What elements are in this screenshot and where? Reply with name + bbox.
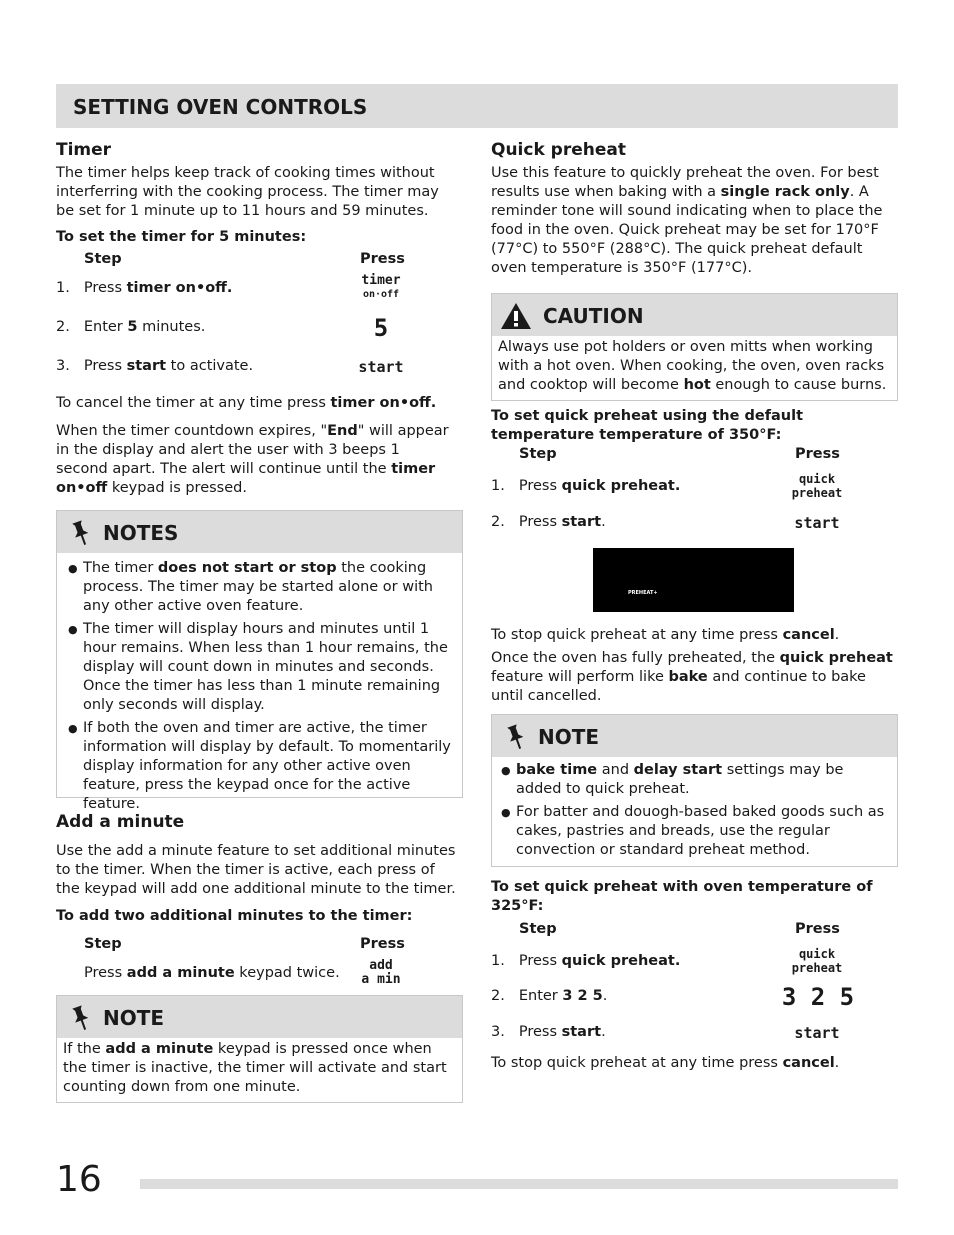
pushpin-icon <box>71 1004 93 1032</box>
text: To stop quick preheat at any time press <box>491 627 783 643</box>
section-title: SETTING OVEN CONTROLS <box>73 95 368 119</box>
bold-text: add a minute <box>105 1041 214 1057</box>
text: and <box>597 762 634 778</box>
caution-header <box>492 294 897 336</box>
default-preheat-step-1 <box>491 477 680 496</box>
bold-text: timer on•off <box>56 461 436 496</box>
notes-header <box>57 511 462 553</box>
temp-preheat-step-1 <box>491 952 680 971</box>
timer-step-2 <box>56 318 205 337</box>
step-text: Press <box>83 358 127 374</box>
notes-list <box>57 553 462 814</box>
note-box-right <box>491 714 898 867</box>
step-text: Press <box>518 953 562 969</box>
step-number: 1. <box>491 953 505 969</box>
key-5[interactable]: 5 <box>373 314 389 342</box>
step-number: 3. <box>56 358 70 374</box>
text: settings may be added to quick preheat. <box>516 762 844 797</box>
step-text-end: minutes. <box>137 319 206 335</box>
once-preheated-text <box>491 649 895 706</box>
add-minute-heading: Add a minute <box>56 812 185 832</box>
text: feature will perform like <box>491 669 669 685</box>
start-key[interactable]: start <box>794 514 840 532</box>
list-item <box>63 559 452 616</box>
step-text: Press <box>83 280 127 296</box>
note-title: NOTE <box>103 1006 165 1030</box>
step-text: Press <box>518 1024 562 1040</box>
text: If the <box>63 1041 106 1057</box>
step-text: Enter <box>83 319 128 335</box>
note-list <box>492 757 897 860</box>
key-label: timer <box>361 273 401 288</box>
list-item <box>496 803 887 860</box>
bold-text: End <box>327 423 358 439</box>
text: . <box>834 1055 840 1071</box>
step-bold: start <box>126 358 167 374</box>
step-text: Enter <box>518 988 563 1004</box>
step-text-end: . <box>602 988 608 1004</box>
list-item <box>63 620 452 715</box>
section-header <box>56 84 898 128</box>
add-minute-intro: Use the add a minute feature to set additional minutes to the timer. When the timer is active, each press of the keypad will add one additional minute to the timer. <box>56 843 456 897</box>
default-preheat-heading: To set quick preheat using the default temperature temperature of 350°F: <box>491 408 804 443</box>
bold-text: timer on•off. <box>330 395 437 411</box>
bold-text: quick preheat <box>779 650 893 666</box>
timer-heading: Timer <box>56 140 112 160</box>
bold-text: add a minute <box>126 965 235 981</box>
step-bold: timer on•off. <box>126 280 233 296</box>
bold-text: cancel <box>782 627 835 643</box>
caution-box <box>491 293 898 401</box>
key-sublabel: on·off <box>362 289 400 300</box>
add-minute-step <box>84 964 340 983</box>
text: Once the oven has fully preheated, the <box>491 650 780 666</box>
text: The timer <box>83 560 158 576</box>
timer-intro: The timer helps keep track of cooking times without interferring with the cooking process. The timer may be set for 1 minute up to 11 hours and 59 minutes. <box>56 165 439 219</box>
text: keypad twice. <box>234 965 340 981</box>
bold-text: single rack only <box>720 184 850 200</box>
timer-col-press: Press <box>360 251 405 267</box>
key-label: quick <box>798 947 836 961</box>
text: To cancel the timer at any time press <box>56 395 331 411</box>
timer-expire-text <box>56 422 456 498</box>
step-number: 1. <box>491 478 505 494</box>
step-bold: quick preheat. <box>561 953 681 969</box>
step-number: 2. <box>491 514 505 530</box>
text: . <box>834 627 840 643</box>
bold-text: hot <box>683 377 711 393</box>
bold-text: bake time <box>516 762 598 778</box>
quick-preheat-intro <box>491 164 893 278</box>
key-sublabel: preheat <box>791 486 843 500</box>
quick-preheat-heading: Quick preheat <box>491 140 626 160</box>
warning-icon <box>500 302 532 330</box>
start-key[interactable]: start <box>794 1024 840 1042</box>
text: and continue to bake until cancelled. <box>491 669 866 704</box>
footer-bar <box>140 1179 898 1189</box>
timer-on-off-key[interactable] <box>340 274 422 302</box>
note-header <box>57 996 462 1038</box>
step-bold: 3 2 5 <box>562 988 603 1004</box>
notes-box <box>56 510 463 812</box>
text: enough to cause burns. <box>710 377 887 393</box>
temp-preheat-heading: To set quick preheat with oven temperature of 325°F: <box>491 879 873 914</box>
step-bold: 5 <box>127 319 138 335</box>
key-sublabel: preheat <box>791 961 843 975</box>
bold-text: bake <box>668 669 708 685</box>
timer-cancel-text <box>56 394 456 413</box>
page-number: 16 <box>56 1159 102 1200</box>
step-text: Press <box>518 478 562 494</box>
temp-preheat-col-press: Press <box>795 921 840 937</box>
step-text-end: . <box>601 514 606 530</box>
text: If both the oven and timer are active, the timer information will display by default. To momentarily display information for any other active oven feature, press the keypad once for the active feature. <box>83 720 451 812</box>
add-minute-set-heading: To add two additional minutes to the timer: <box>56 908 413 924</box>
text: " will appear in the display and alert the user with 3 beeps 1 second apart. The alert will continue until the <box>56 423 449 477</box>
default-preheat-col-press: Press <box>795 446 840 462</box>
step-number: 3. <box>491 1024 505 1040</box>
text: Always use pot holders or oven mitts when working with a hot oven. When cooking, the oven, oven racks and cooktop will become <box>498 339 885 393</box>
timer-col-step: Step <box>84 251 122 267</box>
text: . A reminder tone will sound indicating when to place the food in the oven. Quick preheat may be set for 170°F (77°C) to 550°F (288°C). The quick preheat default oven temperature is 350°F (177°C). <box>491 184 883 276</box>
step-text: Press <box>518 514 562 530</box>
pushpin-icon <box>506 723 528 751</box>
step-bold: start <box>561 1024 602 1040</box>
step-text-end: . <box>601 1024 606 1040</box>
temp-preheat-col-step: Step <box>519 921 557 937</box>
note-box-left <box>56 995 463 1103</box>
key-label: add <box>369 958 393 973</box>
text: Use this feature to quickly preheat the oven. For best results use when baking with a <box>491 165 879 200</box>
timer-set-heading: To set the timer for 5 minutes: <box>56 229 307 245</box>
step-number: 1. <box>56 280 70 296</box>
text: keypad is pressed. <box>107 480 247 496</box>
add-minute-col-press: Press <box>360 936 405 952</box>
note-text <box>57 1038 462 1097</box>
text: keypad is pressed once when the timer is inactive, the timer will activate and start counting down from one minute. <box>63 1041 447 1095</box>
quick-preheat-key[interactable] <box>776 947 858 975</box>
text: For batter and douogh-based baked goods such as cakes, pastries and breads, use the regular convection or standard preheat method. <box>516 804 885 858</box>
note-header <box>492 715 897 757</box>
bold-text: does not start or stop <box>157 560 337 576</box>
add-minute-col-step: Step <box>84 936 122 952</box>
list-item <box>496 761 887 799</box>
quick-preheat-key[interactable] <box>776 472 858 500</box>
step-bold: start <box>561 514 602 530</box>
timer-step-1 <box>56 279 232 298</box>
step-text-end: to activate. <box>166 358 254 374</box>
temp-preheat-step-2 <box>491 987 607 1006</box>
number-keys-325[interactable]: 3 2 5 <box>781 983 855 1011</box>
default-preheat-step-2 <box>491 513 606 532</box>
text: When the timer countdown expires, " <box>56 423 328 439</box>
stop-text-1 <box>491 626 895 645</box>
display-text: PREHEAT+ <box>628 590 658 596</box>
bold-text: cancel <box>782 1055 835 1071</box>
notes-title: NOTES <box>103 521 179 545</box>
bold-text: delay start <box>633 762 723 778</box>
text: the cooking process. The timer may be started alone or with any other active oven feature. <box>83 560 433 614</box>
note-title: NOTE <box>538 725 600 749</box>
text: Press <box>84 965 127 981</box>
pushpin-icon <box>71 519 93 547</box>
step-number: 2. <box>56 319 70 335</box>
temp-preheat-step-3 <box>491 1023 606 1042</box>
step-number: 2. <box>491 988 505 1004</box>
key-label: quick <box>798 472 836 486</box>
list-item <box>63 719 452 814</box>
oven-display <box>593 548 794 612</box>
add-a-min-key[interactable] <box>340 959 422 987</box>
step-bold: quick preheat. <box>561 478 681 494</box>
text: The timer will display hours and minutes until 1 hour remains. When less than 1 hour remains, the display will count down in minutes and seconds. Once the timer has less than 1 minute remaining only seconds will display. <box>83 621 448 713</box>
key-sublabel: a min <box>361 972 401 987</box>
default-preheat-col-step: Step <box>519 446 557 462</box>
stop-text-2 <box>491 1054 895 1073</box>
start-key[interactable]: start <box>358 358 404 376</box>
timer-step-3 <box>56 357 253 376</box>
caution-title: CAUTION <box>543 304 644 328</box>
text: To stop quick preheat at any time press <box>491 1055 783 1071</box>
caution-text <box>492 336 897 395</box>
